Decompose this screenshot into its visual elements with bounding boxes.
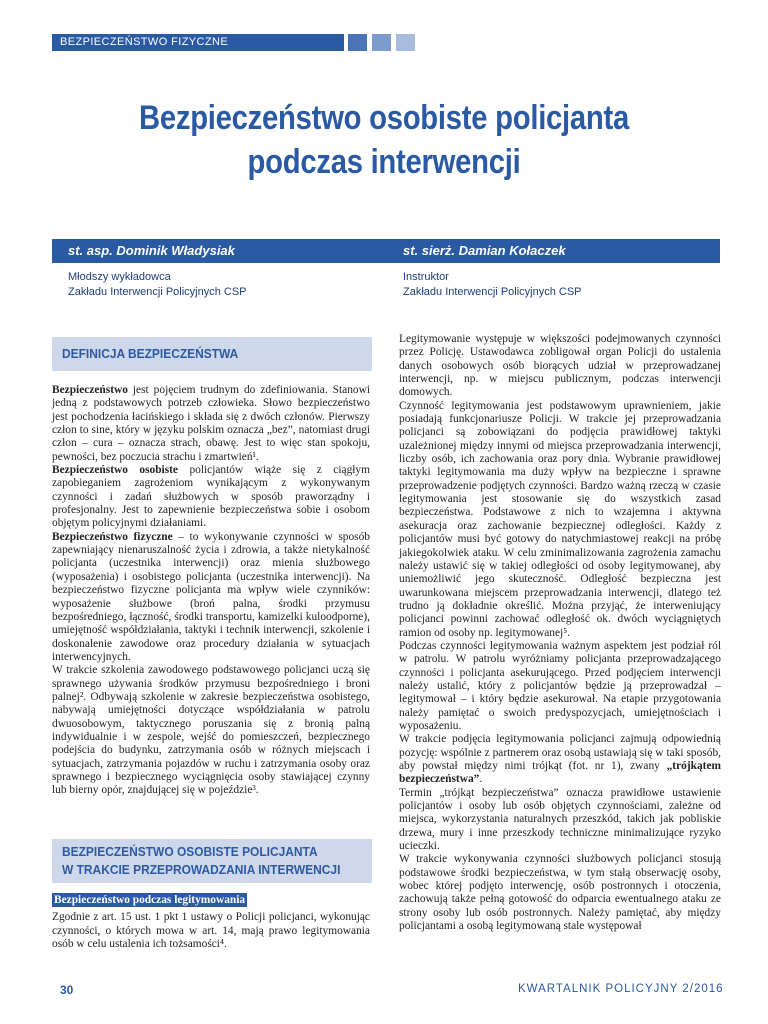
article-title xyxy=(88,96,680,184)
paragraph: Czynność legitymowania jest podstawowym uprawnieniem, jakie posiadają funkcjonariusze Policji. W trakcie jej przeprowadzania policjanci są zobowiązani do podjęcia prawidłowej taktyki uzależnionej między innymi od miejsca przeprowadzania interwencji, liczby osób, ich zachowania oraz pory dnia. Wybranie prawidłowej taktyki legitymowania ma duży wpływ na bezpieczne i sprawne przeprowadzenie podjętych czynności. Bardzo ważną rzeczą w czasie legitymowania jest stosowanie się do wszystkich zasad bezpieczeństwa. Podstawowe z nich to wzajemna i aktywna asekuracja oraz zachowanie bezpiecznej odległości. Każdy z policjantów musi być gotowy do natychmiastowej reakcji na próbę jakiegokolwiek ataku. W celu zminimalizowania zagrożenia zamachu należy ustawić się w takiej odległości od osoby legitymowanej, aby uniemożliwić jego skuteczność. Odległość bezpieczna jest uwarunkowana miejscem przeprowadzania interwencji, dlatego też trudno ją dokładnie określić. Można przyjąć, że interweniujący policjanci powinni zachować odległość ok. dwóch wyciągniętych ramion od osoby np. legitymowanej⁵. xyxy=(399,399,721,639)
paragraph: Podczas czynności legitymowania ważnym aspektem jest podział ról w patrolu. W patrolu wyróżniamy policjanta przeprowadzającego czynności i policjanta asekurującego. Przed podjęciem interwencji należy ustalić, który z policjantów będzie ją przeprowadzał – legitymował – i który będzie asekurował. Na etapie przygotowania należy pamiętać o swoich predyspozycjach, umiejętnościach i wyposażeniu. xyxy=(399,639,721,732)
section-heading-personal-safety: BEZPIECZEŃSTWO OSOBISTE POLICJANTA W TRAKCIE PRZEPROWADZANIA INTERWENCJI xyxy=(52,839,372,883)
author-affiliation-2 xyxy=(403,270,582,300)
author-name-2: st. sierż. Damian Kołaczek xyxy=(403,243,566,258)
author-unit-1: Zakładu Interwencji Policyjnych CSP xyxy=(68,286,247,298)
author-unit-2: Zakładu Interwencji Policyjnych CSP xyxy=(403,286,582,298)
right-column xyxy=(399,333,721,933)
left-column-upper xyxy=(52,384,370,798)
section-heading-definition: DEFINICJA BEZPIECZEŃSTWA xyxy=(52,337,372,371)
paragraph: W trakcie szkolenia zawodowego podstawowego policjanci uczą się sprawnego używania środków przymusu bezpośredniego i broni palnej². Odbywają szkolenie w zakresie bezpieczeństwa osobistego, nabywają umiejętności dotyczące współdziałania w patrolu dwuosobowym, taktycznego poruszania się z bronią palną indywidualnie i w zespole, wejść do pomieszczeń, bezpiecznego podejścia do budynku, zatrzymania osób w różnych miejscach i sytuacjach, zatrzymania pojazdów w ruchu i zatrzymania osoby oraz sprawnego i bezpiecznego wyciągnięcia osoby stawiającej czynny lub bierny opór, znajdującej się w pojeździe³. xyxy=(52,664,370,797)
title-line-2: podczas interwencji xyxy=(247,143,521,181)
author-name-1: st. asp. Dominik Władysiak xyxy=(68,243,235,258)
journal-name: KWARTALNIK POLICYJNY 2/2016 xyxy=(518,983,724,995)
author-role-2: Instruktor xyxy=(403,271,449,283)
author-role-1: Młodszy wykładowca xyxy=(68,271,171,283)
paragraph: Bezpieczeństwo jest pojęciem trudnym do zdefiniowania. Stanowi jedną z podstawowych potrzeb człowieka. Słowo bezpieczeństwo jest pochodzenia łacińskiego i składa się z dwóch członów. Pierwszy człon to sine, który w języku polskim oznacza „bez”, natomiast drugi człon – cura – oznacza strach, obawę. Jest to więc stan spokoju, pewności, bez poczucia strachu i zmartwień¹. xyxy=(52,384,370,463)
page-number: 30 xyxy=(60,983,74,997)
author-affiliation-1 xyxy=(68,270,247,300)
decor-square-3 xyxy=(396,34,415,51)
paragraph: Zgodnie z art. 15 ust. 1 pkt 1 ustawy o Policji policjanci, wykonując czynności, o których mowa w art. 14, mają prawo legitymowania osób w celu ustalenia ich tożsamości⁴. xyxy=(52,911,370,951)
paragraph: Termin „trójkąt bezpieczeństwa” oznacza prawidłowe ustawienie policjantów i osoby lub osób objętych czynnościami, zależne od miejsca, wykorzystania naturalnych przeszkód, takich jak pobliskie drzewa, mury i inne przeszkody techniczne minimalizujące ryzyko ucieczki. xyxy=(399,786,721,853)
paragraph: Bezpieczeństwo osobiste policjantów wiąże się z ciągłym zapobieganiem zagrożeniom wynikającym z wykonywanym czynności i zadań służbowych w sposób praworządny i profesjonalny. Jest to zapewnienie bezpieczeństwa sobie i osobom objętym policyjnymi działaniami. xyxy=(52,464,370,530)
section-tag: BEZPIECZEŃSTWO FIZYCZNE xyxy=(52,34,344,51)
paragraph: Bezpieczeństwo fizyczne – to wykonywanie czynności w sposób zapewniający nienaruszalność życia i zdrowia, a także nietykalność policjanta (uczestnika interwencji) oraz mienia służbowego (wyposażenia) i osobistego policjanta (uczestnika interwencji). Na bezpieczeństwo fizyczne policjanta ma wpływ wiele czynników: wyposażenie służbowe (broń palna, środki przymusu bezpośredniego, łączność, środki transportu, kamizelki kuloodporne), umiejętność współdziałania, taktyki i technik interwencji, szkolenie i doskonalenie zawodowe oraz procedury działania w sytuacjach interwencyjnych. xyxy=(52,530,370,663)
subheading-legitymowanie: Bezpieczeństwo podczas legitymowania xyxy=(54,894,246,906)
title-line-1: Bezpieczeństwo osobiste policjanta xyxy=(138,99,630,137)
paragraph: W trakcie wykonywania czynności służbowych policjanci stosują podstawowe środki bezpieczeństwa, w tym stałą obserwację osoby, wobec której podjęto interwencję, osób postronnych i otoczenia, zachowują także pełną gotowość do odparcia ewentualnego ataku ze strony osoby lub osób postronnych. Należy pamiętać, aby między policjantami a osobą legitymowaną stale występował xyxy=(399,853,721,933)
paragraph: W trakcie podjęcia legitymowania policjanci zajmują odpowiednią pozycję: wspólnie z partnerem oraz osobą ustawiają się w taki sposób, aby powstał między nimi trójkąt (fot. nr 1), zwany „trójkątem bezpieczeństwa”. xyxy=(399,733,721,786)
left-column-lower xyxy=(52,893,370,951)
decor-square-2 xyxy=(372,34,391,51)
paragraph: Legitymowanie występuje w większości podejmowanych czynności przez Policję. Ustawodawca zobligował organ Policji do ustalenia danych osobowych osób biorących udział w przeprowadzanej interwencji, np. w miejscu publicznym, podczas interwencji domowych. xyxy=(399,333,721,399)
decor-square-1 xyxy=(348,34,367,51)
